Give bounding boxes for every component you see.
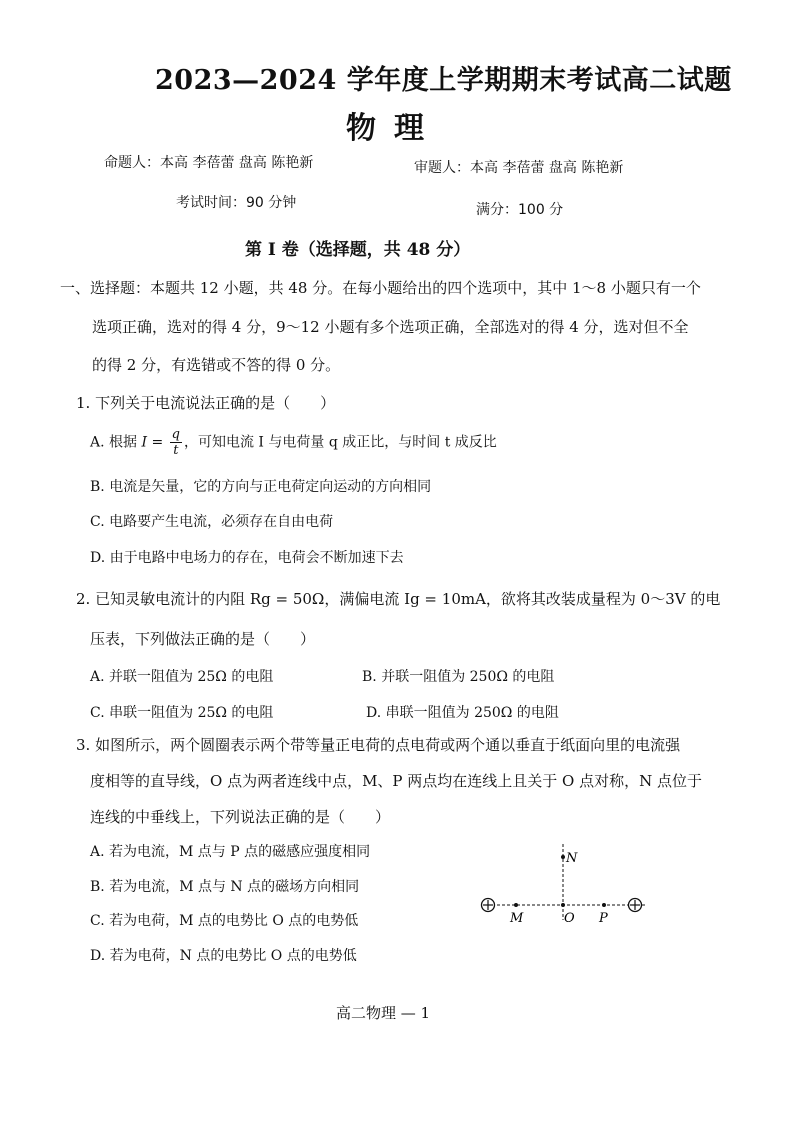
circled-plus-icon xyxy=(482,899,495,912)
instruction-line-1: 一、选择题：本题共 12 小题，共 48 分。在每小题给出的四个选项中，其中 1～8 小题只有一个 xyxy=(60,279,701,297)
q2-stem-line-1: 2. 已知灵敏电流计的内阻 Rg = 50Ω，满偏电流 Ig = 10mA，欲将其改装成量程为 0～3V 的电 xyxy=(76,590,721,608)
q3-figure xyxy=(468,838,658,928)
q1-a-formula-lhs: I = xyxy=(141,434,164,451)
label-p: P xyxy=(599,911,608,926)
section-title: 第 Ⅰ 卷（选择题，共 48 分） xyxy=(245,240,471,260)
q3-option-d: D. 若为电荷，N 点的电势比 O 点的电势低 xyxy=(90,948,357,964)
q2-option-c: C. 串联一阻值为 25Ω 的电阻 xyxy=(90,705,274,721)
q3-stem-line-3: 连线的中垂线上，下列说法正确的是（ ） xyxy=(90,808,391,826)
q1-a-fraction xyxy=(170,428,182,457)
label-n: N xyxy=(566,851,578,866)
q1-a-fraction-numerator: q xyxy=(171,427,180,442)
q1-a-fraction-denominator: t xyxy=(173,443,179,458)
circled-plus-icon xyxy=(629,899,642,912)
full-score: 满分：100 分 xyxy=(476,202,564,218)
setter-label: 命题人： xyxy=(104,155,160,171)
exam-title: 2023—2024 学年度上学期期末考试高二试题 xyxy=(155,65,732,96)
q2-option-d: D. 串联一阻值为 250Ω 的电阻 xyxy=(366,705,559,721)
q1-option-b: B. 电流是矢量，它的方向与正电荷定向运动的方向相同 xyxy=(90,479,432,495)
q3-option-c: C. 若为电荷，M 点的电势比 O 点的电势低 xyxy=(90,913,359,929)
reviewer-names: 本高 李蓓蕾 盘高 陈艳新 xyxy=(470,160,624,176)
setter-names: 本高 李蓓蕾 盘高 陈艳新 xyxy=(160,155,314,171)
q2-option-a: A. 并联一阻值为 25Ω 的电阻 xyxy=(90,669,274,685)
q1-a-suffix: ，可知电流 I 与电荷量 q 成正比，与时间 t 成反比 xyxy=(183,434,497,451)
q1-option-d: D. 由于电路中电场力的存在，电荷会不断加速下去 xyxy=(90,550,404,566)
q3-option-a: A. 若为电流，M 点与 P 点的磁感应强度相同 xyxy=(90,844,371,860)
q3-stem-line-2: 度相等的直导线，O 点为两者连线中点，M、P 两点均在连线上且关于 O 点对称，N 点位于 xyxy=(90,772,703,790)
label-m: M xyxy=(510,911,524,926)
point-n xyxy=(561,855,565,859)
subject-title: 物理 xyxy=(346,111,442,146)
q1-option-a xyxy=(90,428,497,457)
reviewer-line xyxy=(414,157,623,177)
instruction-line-3: 的得 2 分，有选错或不答的得 0 分。 xyxy=(92,356,341,374)
page-footer: 高二物理 — 1 xyxy=(336,1004,431,1022)
point-o xyxy=(561,903,565,907)
q1-stem: 1. 下列关于电流说法正确的是（ ） xyxy=(76,394,336,412)
setter-line xyxy=(104,152,313,172)
q2-option-b: B. 并联一阻值为 250Ω 的电阻 xyxy=(362,669,555,685)
label-o: O xyxy=(564,911,575,926)
reviewer-label: 审题人： xyxy=(414,160,470,176)
q1-a-prefix: A. 根据 xyxy=(90,434,138,451)
instruction-line-2: 选项正确，选对的得 4 分，9～12 小题有多个选项正确，全部选对的得 4 分，选对但不全 xyxy=(92,318,689,336)
point-p xyxy=(602,903,606,907)
exam-time: 考试时间：90 分钟 xyxy=(176,195,297,211)
q2-stem-line-2: 压表，下列做法正确的是（ ） xyxy=(90,630,316,648)
q3-option-b: B. 若为电流，M 点与 N 点的磁场方向相同 xyxy=(90,879,360,895)
point-m xyxy=(514,903,518,907)
q3-stem-line-1: 3. 如图所示，两个圆圈表示两个带等量正电荷的点电荷或两个通以垂直于纸面向里的电流强 xyxy=(76,736,681,754)
q1-option-c: C. 电路要产生电流，必须存在自由电荷 xyxy=(90,514,334,530)
